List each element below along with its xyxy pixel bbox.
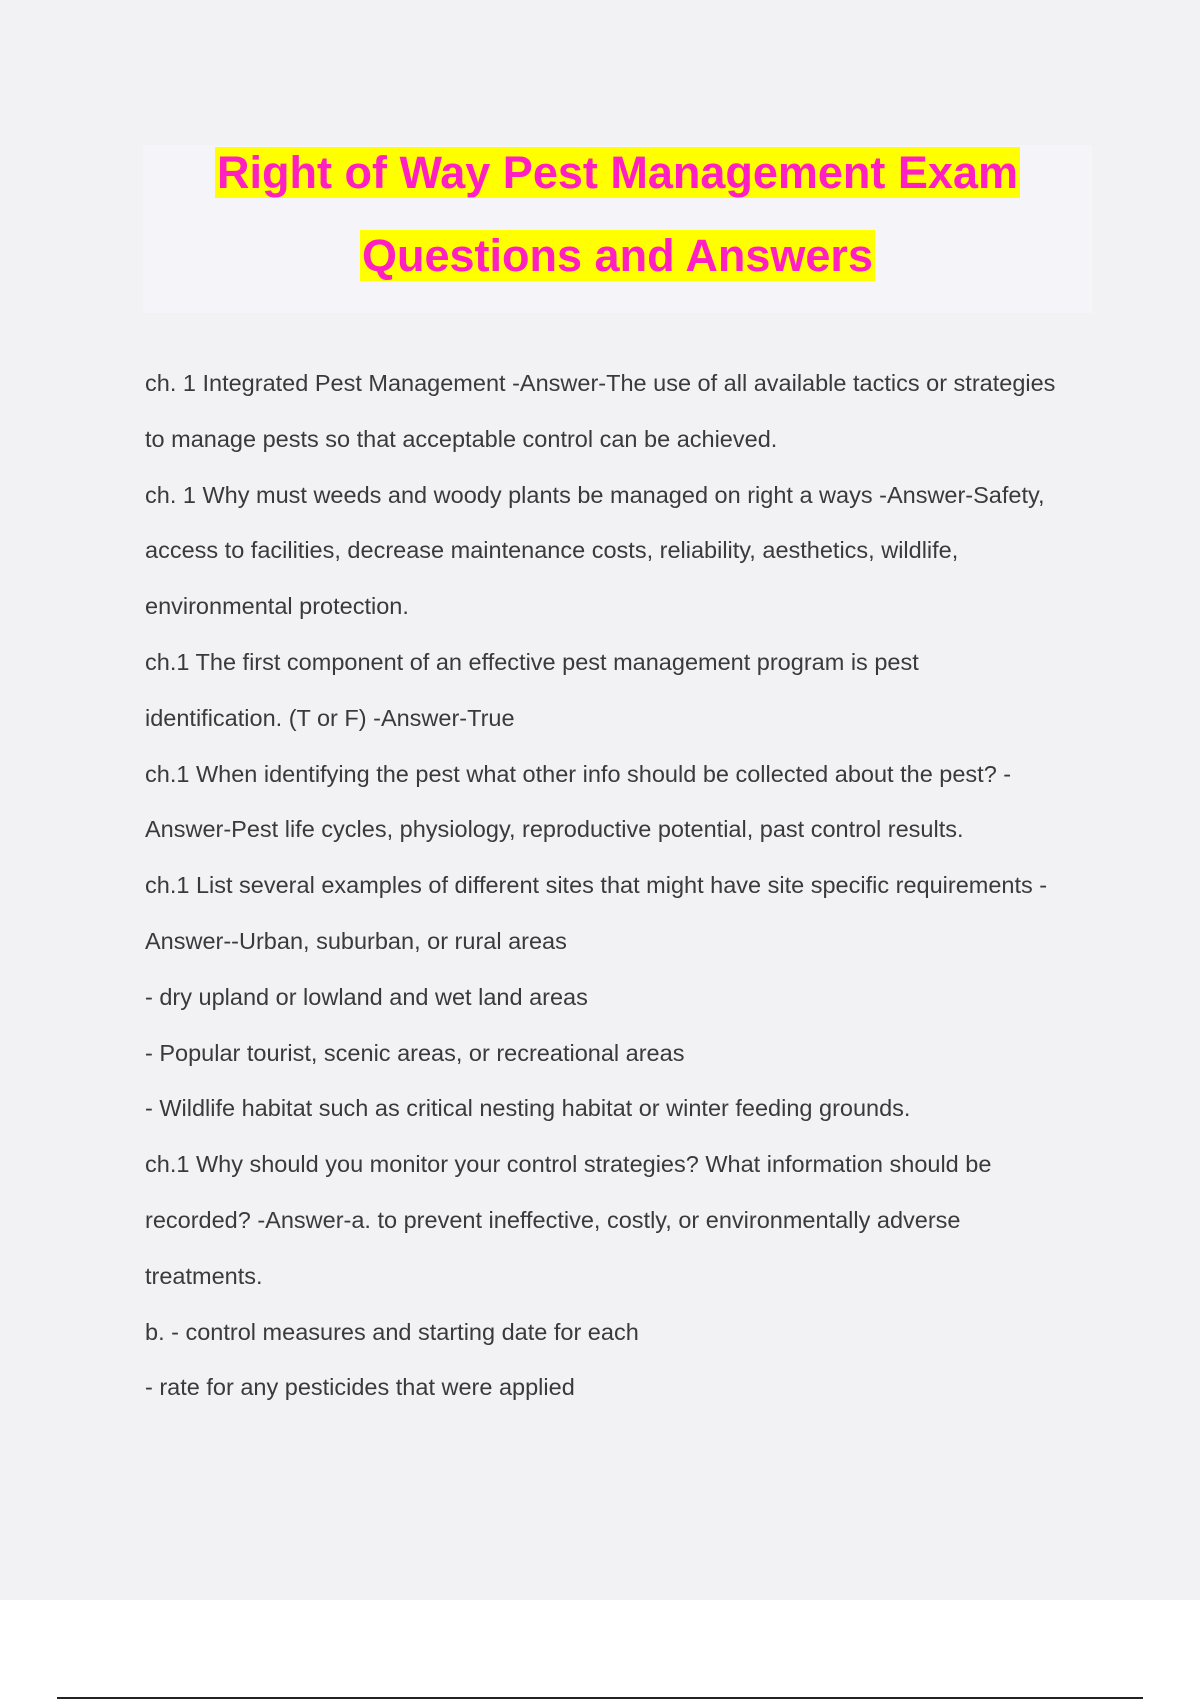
text-line: - rate for any pesticides that were applied bbox=[145, 1374, 575, 1401]
text-line: ch. 1 Integrated Pest Management -Answer-The use of all available tactics or strategies bbox=[145, 370, 1056, 396]
text-line: environmental protection. bbox=[145, 593, 409, 620]
text-line: - dry upland or lowland and wet land areas bbox=[145, 983, 588, 1010]
text-line: - Wildlife habitat such as critical nesting habitat or winter feeding grounds. bbox=[145, 1095, 911, 1122]
title-line-1-text: Right of Way Pest Management Exam bbox=[217, 147, 1018, 198]
text-line: access to facilities, decrease maintenance costs, reliability, aesthetics, wildlife, bbox=[145, 537, 959, 564]
title-line-2 bbox=[143, 228, 1092, 284]
text-line: Answer--Urban, suburban, or rural areas bbox=[145, 927, 567, 954]
text-line: identification. (T or F) -Answer-True bbox=[145, 704, 515, 731]
qa-text-body bbox=[145, 356, 1095, 1416]
title-line-2-text: Questions and Answers bbox=[362, 230, 873, 281]
text-line: - Popular tourist, scenic areas, or recreational areas bbox=[145, 1039, 685, 1066]
text-line: ch.1 Why should you monitor your control strategies? What information should be bbox=[145, 1151, 992, 1178]
footer-divider bbox=[57, 1697, 1143, 1699]
text-line: ch.1 List several examples of different sites that might have site specific requirements - bbox=[145, 872, 1048, 899]
text-line: recorded? -Answer-a. to prevent ineffective, costly, or environmentally adverse bbox=[145, 1206, 961, 1233]
title-line-1 bbox=[143, 145, 1092, 201]
text-line: b. - control measures and starting date for each bbox=[145, 1318, 639, 1345]
text-line: to manage pests so that acceptable control can be achieved. bbox=[145, 425, 778, 452]
text-line: ch.1 The first component of an effective pest management program is pest bbox=[145, 648, 919, 675]
text-line: ch.1 When identifying the pest what other info should be collected about the pest? - bbox=[145, 760, 1012, 787]
text-line: ch. 1 Why must weeds and woody plants be managed on right a ways -Answer-Safety, bbox=[145, 481, 1045, 508]
title-block bbox=[143, 145, 1092, 313]
text-line: Answer-Pest life cycles, physiology, reproductive potential, past control results. bbox=[145, 816, 964, 843]
text-line: treatments. bbox=[145, 1262, 263, 1289]
